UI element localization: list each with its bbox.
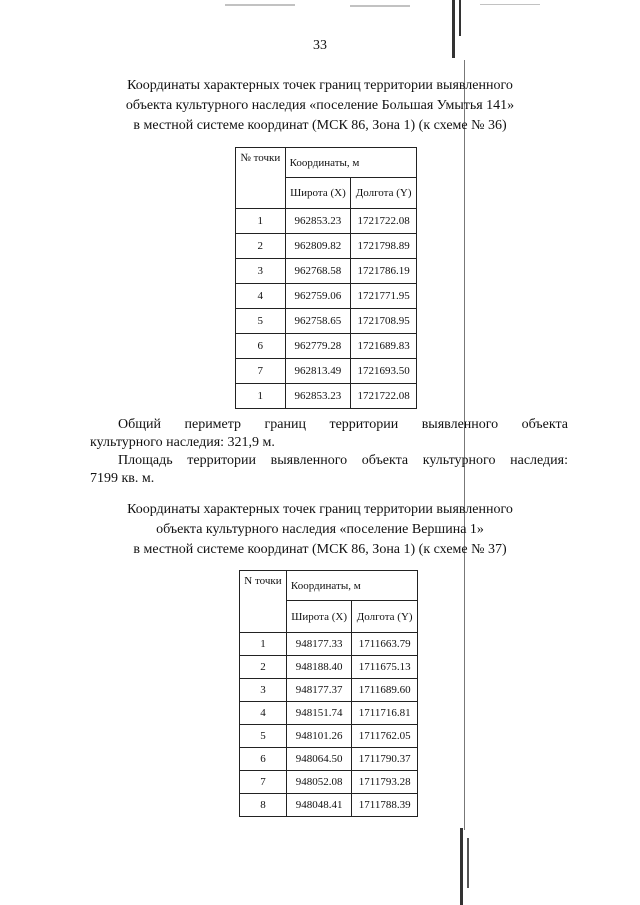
point-number-cell: 1 bbox=[236, 209, 286, 234]
column-header-lat: Широта (X) bbox=[286, 601, 351, 633]
column-header-point: № точки bbox=[236, 148, 286, 209]
point-number-cell: 8 bbox=[240, 794, 287, 817]
column-header-lat: Широта (X) bbox=[285, 178, 351, 209]
table-row bbox=[240, 794, 418, 817]
coordinates-table-1 bbox=[235, 147, 417, 409]
point-number-cell: 6 bbox=[236, 334, 286, 359]
point-number-cell: 2 bbox=[236, 234, 286, 259]
heading-line: Координаты характерных точек границ территории выявленного bbox=[127, 502, 513, 517]
table-header-row bbox=[240, 571, 418, 601]
point-number-cell: 5 bbox=[236, 309, 286, 334]
longitude-cell: 1721786.19 bbox=[351, 259, 417, 284]
latitude-cell: 962809.82 bbox=[285, 234, 351, 259]
point-number-cell: 7 bbox=[240, 771, 287, 794]
latitude-cell: 962759.06 bbox=[285, 284, 351, 309]
point-number-cell: 3 bbox=[236, 259, 286, 284]
perimeter-line-2: культурного наследия: 321,9 м. bbox=[90, 435, 275, 450]
table-row bbox=[236, 334, 417, 359]
latitude-cell: 962853.23 bbox=[285, 384, 351, 409]
heading-line: объекта культурного наследия «поселение Большая Умытья 141» bbox=[125, 98, 515, 113]
scan-artifact-line bbox=[460, 828, 463, 905]
table-row bbox=[240, 725, 418, 748]
coordinates-table-2 bbox=[239, 570, 418, 817]
table-row bbox=[236, 384, 417, 409]
longitude-cell: 1721693.50 bbox=[351, 359, 417, 384]
column-header-point: N точки bbox=[240, 571, 287, 633]
perimeter-line-1: Общий периметр границ территории выявленного объекта bbox=[118, 417, 568, 432]
column-header-coords: Координаты, м bbox=[286, 571, 417, 601]
longitude-cell: 1721722.08 bbox=[351, 384, 417, 409]
point-number-cell: 1 bbox=[240, 633, 287, 656]
scan-artifact-speck bbox=[350, 5, 410, 7]
heading-line: в местной системе координат (МСК 86, Зона 1) (к схеме № 36) bbox=[133, 118, 507, 133]
longitude-cell: 1711790.37 bbox=[352, 748, 418, 771]
point-number-cell: 3 bbox=[240, 679, 287, 702]
longitude-cell: 1711663.79 bbox=[352, 633, 418, 656]
point-number-cell: 4 bbox=[240, 702, 287, 725]
longitude-cell: 1721722.08 bbox=[351, 209, 417, 234]
table-row bbox=[236, 359, 417, 384]
table-row bbox=[236, 309, 417, 334]
longitude-cell: 1721798.89 bbox=[351, 234, 417, 259]
longitude-cell: 1711762.05 bbox=[352, 725, 418, 748]
table-row bbox=[236, 259, 417, 284]
longitude-cell: 1711793.28 bbox=[352, 771, 418, 794]
table-row bbox=[240, 748, 418, 771]
latitude-cell: 962758.65 bbox=[285, 309, 351, 334]
scan-artifact-line bbox=[467, 838, 469, 888]
longitude-cell: 1711788.39 bbox=[352, 794, 418, 817]
table-header-row bbox=[236, 148, 417, 178]
column-header-lon: Долгота (Y) bbox=[352, 601, 418, 633]
latitude-cell: 962779.28 bbox=[285, 334, 351, 359]
point-number-cell: 2 bbox=[240, 656, 287, 679]
latitude-cell: 948188.40 bbox=[286, 656, 351, 679]
section2-heading bbox=[60, 500, 580, 560]
heading-line: в местной системе координат (МСК 86, Зона 1) (к схеме № 37) bbox=[133, 542, 507, 557]
heading-line: Координаты характерных точек границ территории выявленного bbox=[127, 78, 513, 93]
section1-heading bbox=[60, 76, 580, 136]
latitude-cell: 962768.58 bbox=[285, 259, 351, 284]
page-number: 33 bbox=[313, 38, 327, 53]
heading-line: объекта культурного наследия «поселение Вершина 1» bbox=[156, 522, 484, 537]
longitude-cell: 1711716.81 bbox=[352, 702, 418, 725]
table-row bbox=[240, 771, 418, 794]
point-number-cell: 7 bbox=[236, 359, 286, 384]
table-row bbox=[240, 679, 418, 702]
table-row bbox=[240, 702, 418, 725]
point-number-cell: 6 bbox=[240, 748, 287, 771]
table-row bbox=[240, 633, 418, 656]
point-number-cell: 4 bbox=[236, 284, 286, 309]
table-row bbox=[236, 234, 417, 259]
latitude-cell: 948048.41 bbox=[286, 794, 351, 817]
latitude-cell: 948177.33 bbox=[286, 633, 351, 656]
scan-artifact-speck bbox=[480, 4, 540, 5]
latitude-cell: 948064.50 bbox=[286, 748, 351, 771]
latitude-cell: 962853.23 bbox=[285, 209, 351, 234]
longitude-cell: 1711689.60 bbox=[352, 679, 418, 702]
area-line-1: Площадь территории выявленного объекта культурного наследия: bbox=[118, 453, 568, 468]
column-header-coords: Координаты, м bbox=[285, 148, 416, 178]
latitude-cell: 948177.37 bbox=[286, 679, 351, 702]
longitude-cell: 1711675.13 bbox=[352, 656, 418, 679]
point-number-cell: 5 bbox=[240, 725, 287, 748]
latitude-cell: 962813.49 bbox=[285, 359, 351, 384]
table-row bbox=[236, 209, 417, 234]
table-row bbox=[236, 284, 417, 309]
table-row bbox=[240, 656, 418, 679]
longitude-cell: 1721771.95 bbox=[351, 284, 417, 309]
scan-artifact-line bbox=[459, 0, 461, 36]
latitude-cell: 948052.08 bbox=[286, 771, 351, 794]
area-line-2: 7199 кв. м. bbox=[90, 471, 155, 486]
latitude-cell: 948101.26 bbox=[286, 725, 351, 748]
latitude-cell: 948151.74 bbox=[286, 702, 351, 725]
longitude-cell: 1721708.95 bbox=[351, 309, 417, 334]
point-number-cell: 1 bbox=[236, 384, 286, 409]
column-header-lon: Долгота (Y) bbox=[351, 178, 417, 209]
longitude-cell: 1721689.83 bbox=[351, 334, 417, 359]
scan-artifact-speck bbox=[225, 4, 295, 6]
